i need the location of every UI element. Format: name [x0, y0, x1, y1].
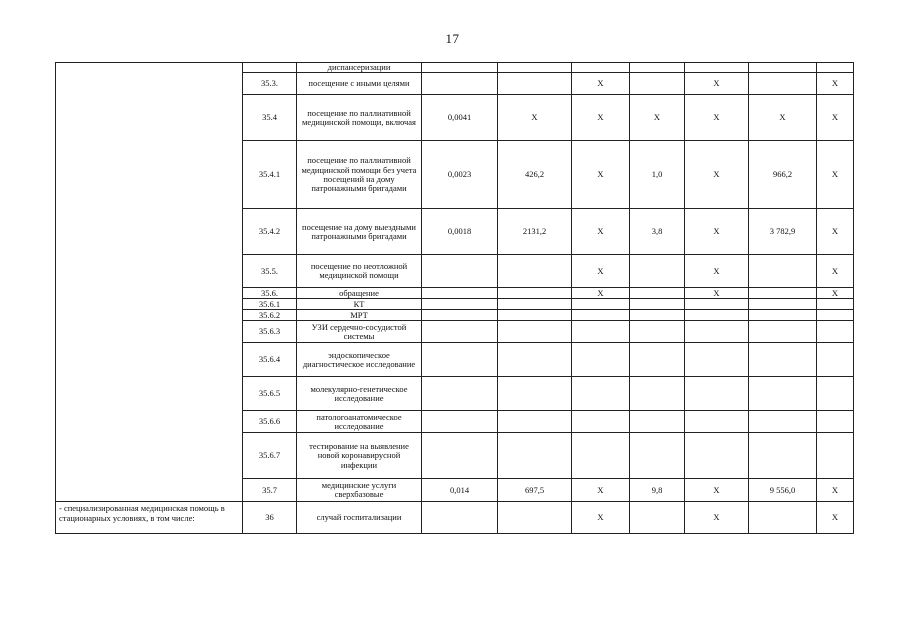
- cell-value: X: [498, 95, 572, 141]
- cell-value: X: [685, 73, 749, 95]
- cell-value: [422, 343, 498, 377]
- cell-value: [498, 502, 572, 534]
- cell-value: 0,014: [422, 479, 498, 502]
- row-name: диспансеризации: [297, 63, 422, 73]
- cell-value: X: [572, 141, 630, 209]
- cell-value: [630, 299, 685, 310]
- cell-value: [498, 310, 572, 321]
- page-number: 17: [445, 31, 460, 46]
- cell-value: [422, 63, 498, 73]
- cell-value: [685, 433, 749, 479]
- row-number: 35.6.5: [243, 377, 297, 411]
- cell-value: [498, 73, 572, 95]
- cell-value: [498, 288, 572, 299]
- cell-value: 426,2: [498, 141, 572, 209]
- cell-value: 3,8: [630, 209, 685, 255]
- row-number: 35.6.: [243, 288, 297, 299]
- row-number: 35.7: [243, 479, 297, 502]
- cell-value: [498, 343, 572, 377]
- cell-value: [422, 73, 498, 95]
- cell-value: [422, 299, 498, 310]
- cell-value: X: [817, 479, 854, 502]
- cell-value: X: [572, 209, 630, 255]
- cell-value: [572, 63, 630, 73]
- cell-value: [817, 310, 854, 321]
- cell-value: [630, 321, 685, 343]
- cell-value: [498, 433, 572, 479]
- row-number: 35.5.: [243, 255, 297, 288]
- cell-value: [685, 321, 749, 343]
- cell-value: X: [817, 209, 854, 255]
- cell-value: [572, 377, 630, 411]
- cell-value: 1,0: [630, 141, 685, 209]
- row-number: 35.3.: [243, 73, 297, 95]
- cell-value: [630, 73, 685, 95]
- row-name: посещение с иными целями: [297, 73, 422, 95]
- cell-value: [749, 73, 817, 95]
- left-blank-cell: [56, 63, 243, 502]
- cell-value: [498, 63, 572, 73]
- row-name: случай госпитализации: [297, 502, 422, 534]
- row-name: УЗИ сердечно-сосудистой системы: [297, 321, 422, 343]
- row-number: 35.4.1: [243, 141, 297, 209]
- cell-value: X: [572, 502, 630, 534]
- cell-value: [749, 288, 817, 299]
- row-name: посещение по паллиативной медицинской помощи, включая: [297, 95, 422, 141]
- cell-value: [749, 310, 817, 321]
- row-name: медицинские услуги сверхбазовые: [297, 479, 422, 502]
- row-number: 35.6.4: [243, 343, 297, 377]
- cell-value: [630, 411, 685, 433]
- cell-value: X: [817, 95, 854, 141]
- cell-value: [422, 411, 498, 433]
- cell-value: X: [817, 502, 854, 534]
- row-name: МРТ: [297, 310, 422, 321]
- row-number: [243, 63, 297, 73]
- row-number: 35.6.1: [243, 299, 297, 310]
- cell-value: X: [572, 95, 630, 141]
- row-name: посещение на дому выездными патронажными бригадами: [297, 209, 422, 255]
- cell-value: [498, 411, 572, 433]
- cell-value: [572, 310, 630, 321]
- cell-value: X: [572, 479, 630, 502]
- cell-value: X: [572, 73, 630, 95]
- cell-value: [630, 63, 685, 73]
- cell-value: X: [685, 479, 749, 502]
- cell-value: [572, 433, 630, 479]
- cell-value: [422, 377, 498, 411]
- cell-value: [749, 502, 817, 534]
- row-name: патологоанатомическое исследование: [297, 411, 422, 433]
- row-name: КТ: [297, 299, 422, 310]
- cell-value: [685, 299, 749, 310]
- cell-value: 9 556,0: [749, 479, 817, 502]
- cell-value: [817, 377, 854, 411]
- cell-value: [817, 299, 854, 310]
- tariff-table: [55, 62, 854, 534]
- cell-value: [422, 321, 498, 343]
- row-number: 35.6.2: [243, 310, 297, 321]
- cell-value: [685, 411, 749, 433]
- cell-value: X: [685, 288, 749, 299]
- cell-value: [630, 288, 685, 299]
- cell-value: [498, 321, 572, 343]
- cell-value: [749, 255, 817, 288]
- row-number: 35.4: [243, 95, 297, 141]
- cell-value: [817, 321, 854, 343]
- cell-value: 2131,2: [498, 209, 572, 255]
- cell-value: [630, 502, 685, 534]
- cell-value: [572, 343, 630, 377]
- cell-value: 697,5: [498, 479, 572, 502]
- cell-value: [498, 299, 572, 310]
- cell-value: [630, 255, 685, 288]
- cell-value: [630, 377, 685, 411]
- row-number: 36: [243, 502, 297, 534]
- cell-value: [685, 377, 749, 411]
- cell-value: 3 782,9: [749, 209, 817, 255]
- row-name: тестирование на выявление новой коронавирусной инфекции: [297, 433, 422, 479]
- cell-value: [685, 63, 749, 73]
- cell-value: 9,8: [630, 479, 685, 502]
- cell-value: X: [685, 141, 749, 209]
- cell-value: [572, 321, 630, 343]
- cell-value: [817, 433, 854, 479]
- cell-value: X: [817, 255, 854, 288]
- cell-value: [749, 343, 817, 377]
- cell-value: [572, 299, 630, 310]
- cell-value: [572, 411, 630, 433]
- cell-value: [749, 299, 817, 310]
- row-name: молекулярно-генетическое исследование: [297, 377, 422, 411]
- cell-value: [749, 321, 817, 343]
- row-number: 35.6.3: [243, 321, 297, 343]
- cell-value: 0,0041: [422, 95, 498, 141]
- cell-value: X: [630, 95, 685, 141]
- cell-value: [422, 255, 498, 288]
- cell-value: X: [685, 209, 749, 255]
- table-row: [56, 63, 854, 73]
- cell-value: [685, 310, 749, 321]
- cell-value: X: [685, 255, 749, 288]
- cell-value: X: [685, 502, 749, 534]
- row-number: 35.6.6: [243, 411, 297, 433]
- cell-value: [630, 433, 685, 479]
- cell-value: [817, 411, 854, 433]
- cell-value: [422, 288, 498, 299]
- cell-value: X: [817, 73, 854, 95]
- cell-value: X: [572, 255, 630, 288]
- cell-value: X: [572, 288, 630, 299]
- cell-value: X: [749, 95, 817, 141]
- cell-value: [749, 377, 817, 411]
- row-number: 35.6.7: [243, 433, 297, 479]
- row-name: посещение по паллиативной медицинской помощи без учета посещений на дому патронажными бригадами: [297, 141, 422, 209]
- cell-value: 966,2: [749, 141, 817, 209]
- cell-value: X: [817, 141, 854, 209]
- cell-value: [498, 377, 572, 411]
- section-label: - специализированная медицинская помощь в стационарных условиях, в том числе:: [56, 502, 243, 534]
- cell-value: 0,0018: [422, 209, 498, 255]
- cell-value: [749, 63, 817, 73]
- cell-value: 0,0023: [422, 141, 498, 209]
- table-body: [56, 63, 854, 534]
- row-name: эндоскопическое диагностическое исследование: [297, 343, 422, 377]
- row-number: 35.4.2: [243, 209, 297, 255]
- cell-value: [630, 310, 685, 321]
- cell-value: [498, 255, 572, 288]
- cell-value: [630, 343, 685, 377]
- cell-value: X: [685, 95, 749, 141]
- cell-value: [817, 63, 854, 73]
- cell-value: [422, 502, 498, 534]
- cell-value: [817, 343, 854, 377]
- cell-value: [749, 433, 817, 479]
- table-row: [56, 502, 854, 534]
- cell-value: X: [817, 288, 854, 299]
- cell-value: [422, 310, 498, 321]
- row-name: посещение по неотложной медицинской помощи: [297, 255, 422, 288]
- cell-value: [422, 433, 498, 479]
- cell-value: [685, 343, 749, 377]
- row-name: обращение: [297, 288, 422, 299]
- cell-value: [749, 411, 817, 433]
